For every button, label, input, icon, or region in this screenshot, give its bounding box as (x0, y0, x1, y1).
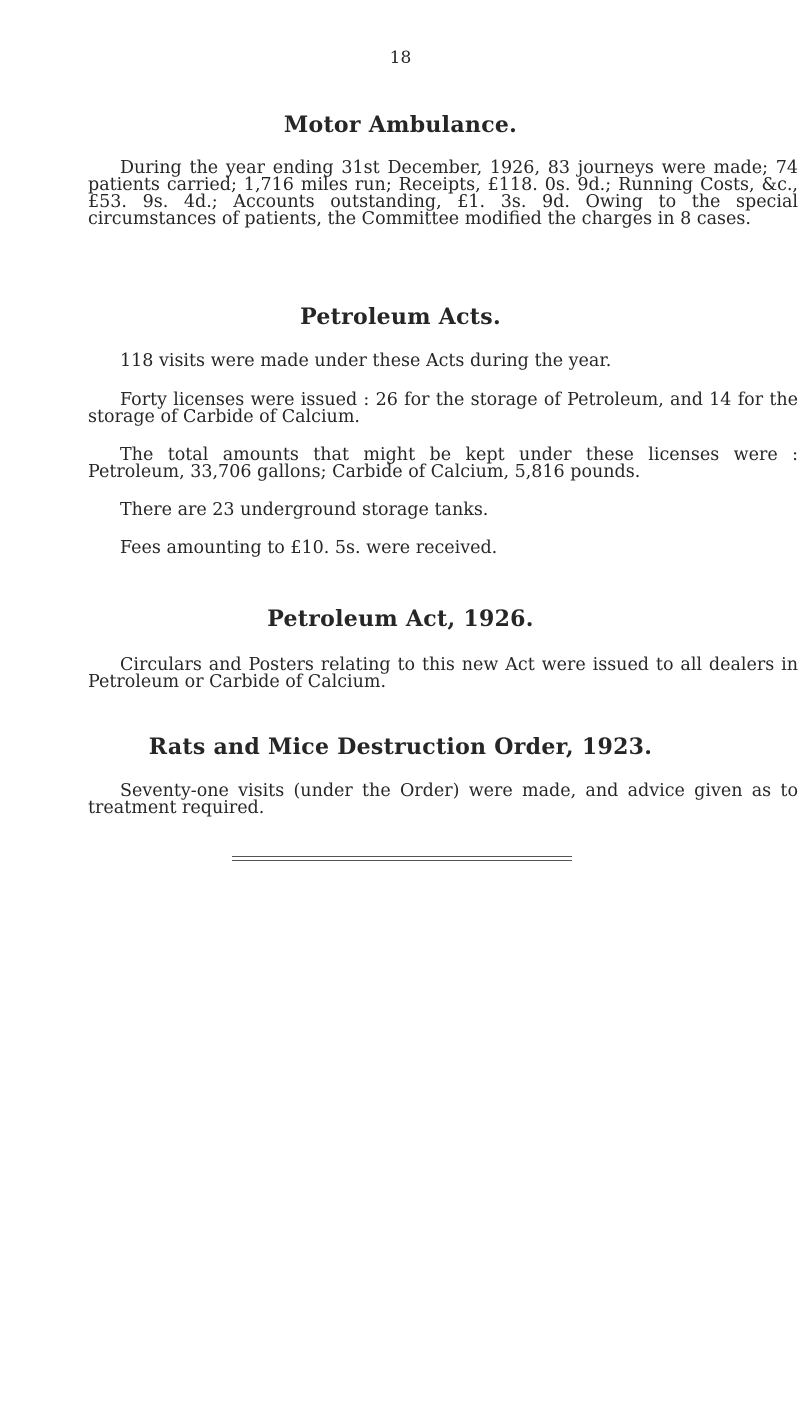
divider-rule (232, 856, 572, 857)
paragraph-rats-and-mice (88, 783, 798, 817)
paragraph-petroleum-fees (88, 540, 798, 557)
divider-rule (232, 860, 572, 861)
heading-rats-and-mice: Rats and Mice Destruction Order, 1923. (148, 734, 653, 760)
paragraph-text: 118 visits were made under these Acts during the year. (120, 351, 612, 371)
paragraph-motor-ambulance (88, 160, 798, 228)
paragraph-text: Fees amounting to £10. 5s. were received. (120, 538, 498, 558)
heading-petroleum-acts: Petroleum Acts. (300, 304, 501, 330)
heading-petroleum-act-1926: Petroleum Act, 1926. (267, 606, 534, 632)
heading-motor-ambulance: Motor Ambulance. (283, 112, 518, 138)
paragraph-petroleum-amounts (88, 447, 798, 481)
paragraph-petroleum-licenses (88, 392, 798, 426)
paragraph-text: The total amounts that might be kept under these licenses were : Petroleum, 33,706 gallons; Carbide of Calcium, 5,816 pounds. (88, 445, 798, 482)
paragraph-text: Circulars and Posters relating to this new Act were issued to all dealers in Petroleum or Carbide of Calcium. (88, 655, 798, 692)
page-number: 18 (389, 48, 412, 68)
paragraph-petroleum-visits (88, 353, 798, 370)
paragraph-text: During the year ending 31st December, 1926, 83 journeys were made; 74 patients carried; 1,716 miles run; Receipts, £118. 0s. 9d.; Running Costs, &c., £53. 9s. 4d.; Accounts outstanding, £1. 3s. 9d. Owing to the special circumstances of patients, the Committee modified the charges in 8 cases. (88, 158, 798, 229)
paragraph-text: Forty licenses were issued : 26 for the storage of Petroleum, and 14 for the storage of Carbide of Calcium. (88, 390, 798, 427)
paragraph-petroleum-act-1926 (88, 657, 798, 691)
paragraph-text: Seventy-one visits (under the Order) were made, and advice given as to treatment required. (88, 781, 798, 818)
paragraph-text: There are 23 underground storage tanks. (120, 500, 489, 520)
paragraph-petroleum-tanks (88, 502, 798, 519)
